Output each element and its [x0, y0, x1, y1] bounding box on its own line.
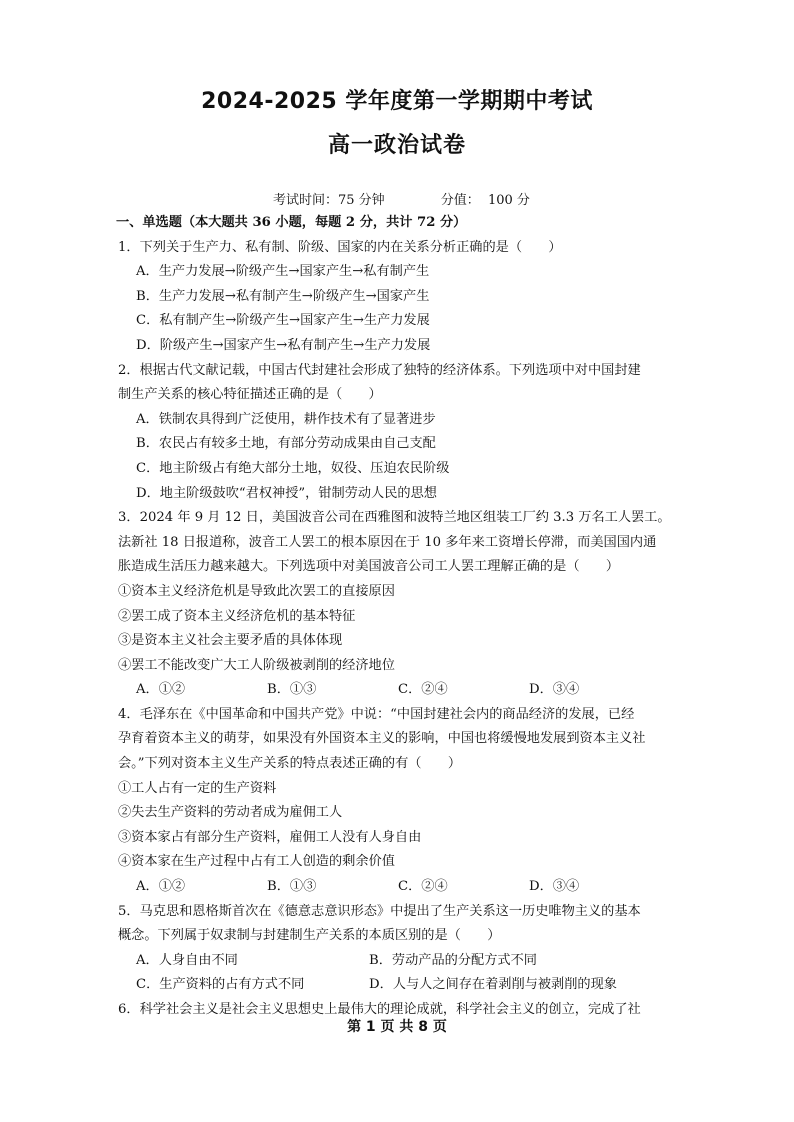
question-1-option-d: D．阶级产生→国家产生→私有制产生→生产力发展: [136, 337, 431, 353]
question-1-option-a: A．生产力发展→阶级产生→国家产生→私有制产生: [136, 264, 430, 280]
question-2-stem-line-1: 2．根据古代文献记载，中国古代封建社会形成了独特的经济体系。下列选项中对中国封建: [118, 362, 641, 378]
question-3-option-b: B．①③: [267, 682, 317, 698]
question-5-options-row-2: [118, 973, 690, 998]
exam-score: 分值： 100 分: [440, 193, 530, 208]
exam-meta: [273, 189, 530, 208]
question-3-statement-3: ③是资本主义社会主要矛盾的具体体现: [118, 633, 343, 649]
exam-subtitle: 高一政治试卷: [327, 133, 466, 158]
question-2-option-d: D．地主阶级鼓吹“君权神授”，钳制劳动人民的思想: [136, 485, 437, 501]
question-4-options: [118, 875, 690, 900]
question-3-stem-line-3: 胀造成生活压力越来越大。下列选项中对美国波音公司工人罢工理解正确的是（ ）: [118, 559, 620, 575]
page-footer: 第 1 页 共 8 页: [347, 1019, 447, 1035]
question-3-option-a: A．①②: [136, 682, 186, 698]
question-4-statement-1: ①工人占有一定的生产资料: [118, 780, 277, 796]
section-heading: 一、单选题（本大题共 36 小题，每题 2 分，共计 72 分）: [116, 215, 467, 230]
question-4-stem-line-1: 4．毛泽东在《中国革命和中国共产党》中说：“中国封建社会内的商品经济的发展，已经: [118, 706, 635, 722]
question-1-stem: 1．下列关于生产力、私有制、阶级、国家的内在关系分析正确的是（ ）: [118, 239, 562, 255]
question-4-statement-3: ③资本家占有部分生产资料，雇佣工人没有人身自由: [118, 829, 422, 845]
question-5-option-d: D．人与人之间存在着剥削与被剥削的现象: [369, 977, 617, 993]
question-4-option-a: A．①②: [136, 879, 186, 895]
question-3-options: [118, 678, 690, 703]
question-1-option-c: C．私有制产生→阶级产生→国家产生→生产力发展: [136, 313, 430, 329]
exam-time: 考试时间：75 分钟: [273, 193, 385, 208]
question-5-stem-line-2: 概念。下列属于奴隶制与封建制生产关系的本质区别的是（ ）: [118, 928, 501, 944]
exam-title: 2024-2025 学年度第一学期期中考试: [201, 89, 593, 114]
question-5-option-a: A．人身自由不同: [136, 952, 238, 968]
question-5-option-c: C．生产资料的占有方式不同: [136, 977, 305, 993]
question-5-options-row-1: [118, 949, 690, 974]
question-4-statement-4: ④资本家在生产过程中占有工人创造的剩余价值: [118, 854, 395, 870]
question-5-stem-line-1: 5．马克思和恩格斯首次在《德意志意识形态》中提出了生产关系这一历史唯物主义的基本: [118, 903, 641, 919]
question-3-option-d: D．③④: [529, 682, 580, 698]
question-2-stem-line-2: 制生产关系的核心特征描述正确的是（ ）: [118, 387, 382, 403]
question-5-option-b: B．劳动产品的分配方式不同: [369, 952, 537, 968]
question-3-statement-1: ①资本主义经济危机是导致此次罢工的直接原因: [118, 583, 395, 599]
question-1-option-b: B．生产力发展→私有制产生→阶级产生→国家产生: [136, 288, 430, 304]
question-2-option-c: C．地主阶级占有绝大部分土地，奴役、压迫农民阶级: [136, 460, 450, 476]
question-3-statement-2: ②罢工成了资本主义经济危机的基本特征: [118, 608, 356, 624]
question-4-option-d: D．③④: [529, 879, 580, 895]
question-2-option-a: A．铁制农具得到广泛使用，耕作技术有了显著进步: [136, 411, 436, 427]
question-3-statement-4: ④罢工不能改变广大工人阶级被剥削的经济地位: [118, 657, 395, 673]
question-6-stem-line-1: 6．科学社会主义是社会主义思想史上最伟大的理论成就，科学社会主义的创立，完成了社: [118, 1002, 641, 1017]
question-3-option-c: C．②④: [398, 682, 448, 698]
question-4-option-b: B．①③: [267, 879, 317, 895]
question-3-stem-line-1: 3．2024 年 9 月 12 日，美国波音公司在西雅图和波特兰地区组装工厂约 3.3 万名工人罢工。: [118, 510, 671, 526]
question-4-stem-line-3: 会。”下列对资本主义生产关系的特点表述正确的有（ ）: [118, 756, 462, 772]
question-4-stem-line-2: 孕育着资本主义的萌芽，如果没有外国资本主义的影响，中国也将缓慢地发展到资本主义社: [118, 731, 646, 747]
question-2-option-b: B．农民占有较多土地，有部分劳动成果由自己支配: [136, 436, 436, 452]
question-list: [118, 211, 690, 1023]
question-4-statement-2: ②失去生产资料的劳动者成为雇佣工人: [118, 805, 343, 821]
question-3-stem-line-2: 法新社 18 日报道称，波音工人罢工的根本原因在于 10 多年来工资增长停滞，而美国国内通: [118, 534, 657, 550]
question-4-option-c: C．②④: [398, 879, 448, 895]
